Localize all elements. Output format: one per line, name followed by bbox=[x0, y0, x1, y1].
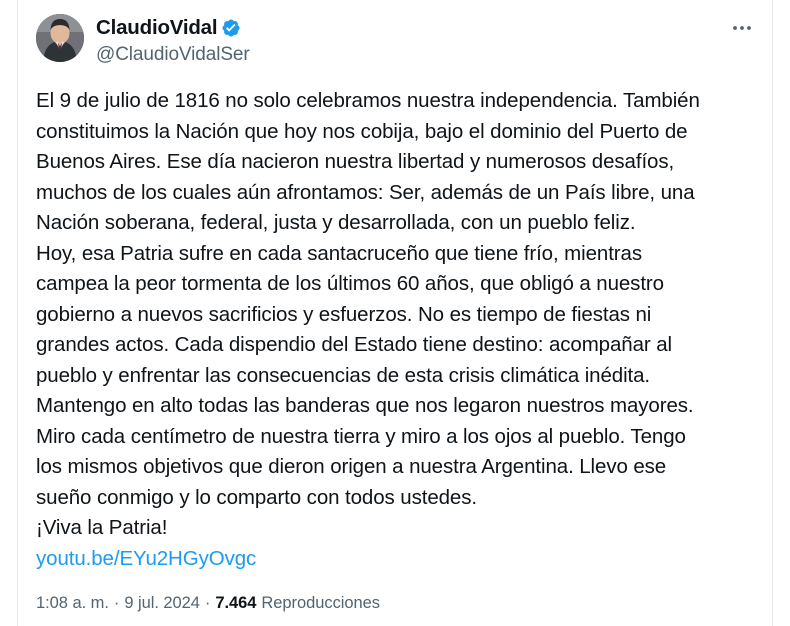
tweet-line: ¡Viva la Patria! bbox=[36, 516, 168, 540]
tweet-line: Nación soberana, federal, justa y desarrollada, con un pueblo feliz. bbox=[36, 211, 636, 235]
author-block bbox=[96, 14, 708, 66]
right-divider bbox=[772, 0, 773, 626]
tweet-line: Hoy, esa Patria sufre en cada santacruceño que tiene frío, mientras bbox=[36, 241, 642, 265]
tweet-date: 9 jul. 2024 bbox=[124, 594, 200, 613]
avatar[interactable] bbox=[36, 14, 84, 62]
tweet-container bbox=[18, 0, 772, 626]
handle[interactable]: @ClaudioVidalSer bbox=[96, 43, 250, 65]
user-avatar-photo bbox=[36, 14, 84, 62]
tweet-header bbox=[36, 14, 754, 66]
tweet-line: grandes actos. Cada dispendio del Estado tiene destino: acompañar al bbox=[36, 333, 672, 357]
tweet-line: sueño conmigo y lo comparto con todos ustedes. bbox=[36, 485, 477, 509]
meta-separator: · bbox=[204, 594, 211, 613]
tweet-line: los mismos objetivos que dieron origen a nuestra Argentina. Llevo ese bbox=[36, 455, 667, 479]
tweet-line: Mantengo en alto todas las banderas que nos legaron nuestros mayores. bbox=[36, 394, 694, 418]
tweet-line: constituimos la Nación que hoy nos cobija, bajo el dominio del Puerto de bbox=[36, 119, 688, 143]
verified-badge-icon bbox=[221, 18, 241, 38]
tweet-time: 1:08 a. m. bbox=[36, 594, 109, 613]
tweet-line: campea la peor tormenta de los últimos 60 años, que obligó a nuestro bbox=[36, 272, 664, 296]
more-options-icon[interactable] bbox=[720, 14, 754, 42]
tweet-text bbox=[36, 86, 754, 574]
tweet-link[interactable]: youtu.be/EYu2HGyOvgc bbox=[36, 546, 257, 570]
views-label: Reproducciones bbox=[261, 594, 380, 613]
tweet-line: El 9 de julio de 1816 no solo celebramos nuestra independencia. También bbox=[36, 89, 700, 113]
tweet-line: muchos de los cuales aún afrontamos: Ser, además de un País libre, una bbox=[36, 180, 695, 204]
tweet-line: Miro cada centímetro de nuestra tierra y miro a los ojos al pueblo. Tengo bbox=[36, 424, 686, 448]
tweet-line: gobierno a nuevos sacrificios y esfuerzos. No es tiempo de fiestas ni bbox=[36, 302, 652, 326]
tweet-line: Buenos Aires. Ese día nacieron nuestra libertad y numerosos desafíos, bbox=[36, 150, 675, 174]
display-name: ClaudioVidal bbox=[96, 16, 218, 39]
views-count: 7.464 bbox=[215, 594, 257, 613]
name-row bbox=[96, 15, 708, 41]
tweet-metadata bbox=[36, 594, 754, 613]
meta-separator: · bbox=[113, 594, 120, 613]
tweet-line: pueblo y enfrentar las consecuencias de esta crisis climática inédita. bbox=[36, 363, 651, 387]
